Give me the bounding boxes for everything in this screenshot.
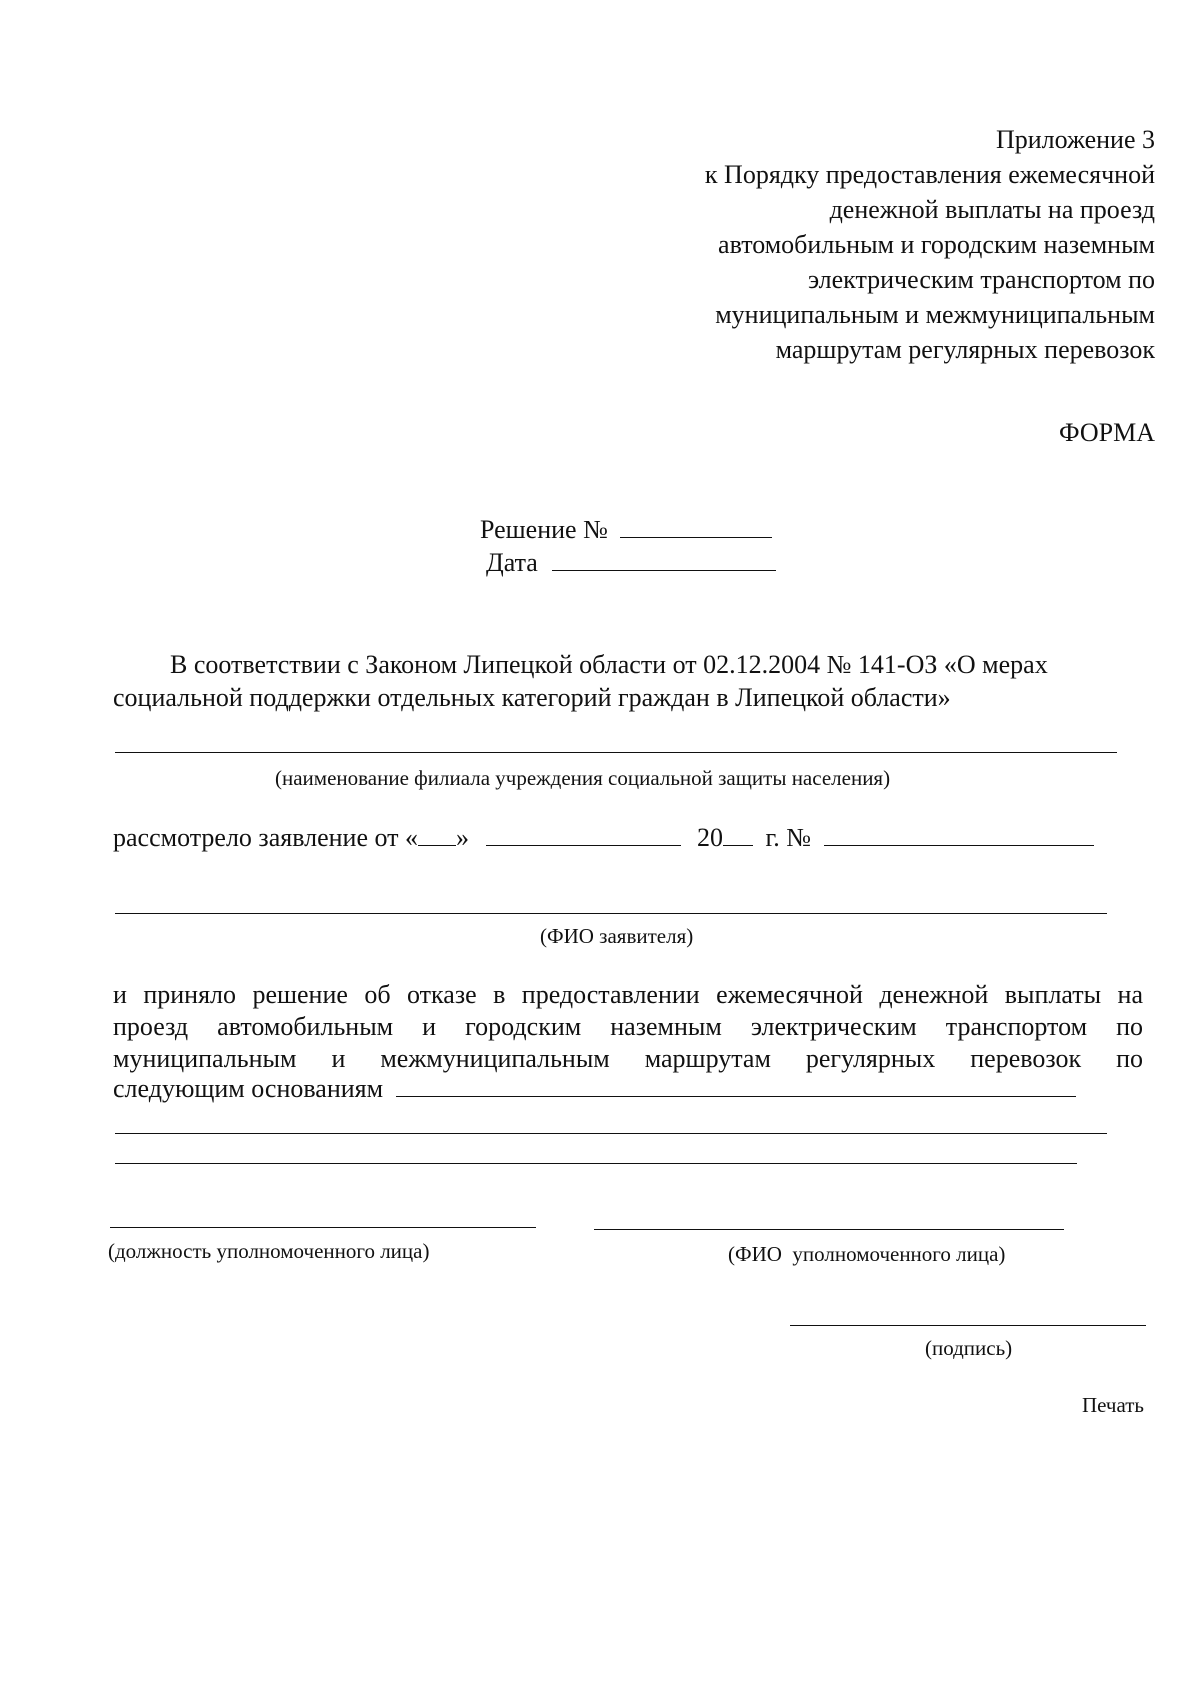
decision-number-label: Решение №	[480, 515, 608, 544]
application-year-prefix: 20	[697, 823, 724, 852]
applicant-caption: (ФИО заявителя)	[540, 924, 694, 948]
application-quote-close: »	[456, 823, 470, 852]
applicant-name-line[interactable]	[115, 913, 1107, 914]
application-month-blank[interactable]	[486, 823, 681, 846]
grounds-blank-2[interactable]	[115, 1133, 1107, 1134]
signature-line[interactable]	[790, 1325, 1146, 1326]
position-caption: (должность уполномоченного лица)	[108, 1239, 430, 1263]
application-number-blank[interactable]	[824, 823, 1094, 846]
decision-number-blank[interactable]	[620, 515, 772, 538]
appendix-header	[555, 122, 1155, 367]
branch-caption: (наименование филиала учреждения социальной защиты населения)	[275, 766, 891, 790]
intro-line-1: В соответствии с Законом Липецкой области от 02.12.2004 № 141-ОЗ «О мерах	[170, 650, 1048, 679]
application-row	[113, 821, 1094, 855]
signature-caption: (подпись)	[925, 1336, 1013, 1360]
position-line[interactable]	[110, 1227, 536, 1228]
branch-name-line[interactable]	[115, 752, 1117, 753]
refusal-line-1: и приняло решение об отказе в предоставлении ежемесячной денежной выплаты на	[113, 980, 1143, 1009]
decision-date-blank[interactable]	[552, 548, 776, 571]
decision-date-label: Дата	[486, 548, 538, 577]
grounds-blank-1[interactable]	[396, 1074, 1076, 1097]
application-prefix: рассмотрело заявление от «	[113, 823, 419, 852]
appendix-line: маршрутам регулярных перевозок	[775, 335, 1155, 364]
appendix-line: денежной выплаты на проезд	[829, 195, 1155, 224]
refusal-line-2: проезд автомобильным и городским наземным электрическим транспортом по	[113, 1012, 1143, 1041]
decision-date-row	[486, 546, 776, 580]
official-name-caption: (ФИО уполномоченного лица)	[728, 1242, 1006, 1266]
appendix-line: муниципальным и межмуниципальным	[715, 300, 1155, 329]
refusal-line-4-row	[113, 1072, 1076, 1106]
refusal-line-4: следующим основаниям	[113, 1074, 384, 1103]
application-number-label: г. №	[765, 823, 812, 852]
grounds-blank-3[interactable]	[115, 1163, 1077, 1164]
stamp-label: Печать	[1081, 1393, 1144, 1417]
appendix-line: автомобильным и городским наземным	[718, 230, 1155, 259]
appendix-line: к Порядку предоставления ежемесячной	[704, 160, 1155, 189]
application-day-blank[interactable]	[418, 823, 456, 846]
refusal-line-3: муниципальным и межмуниципальным маршрутам регулярных перевозок по	[113, 1044, 1143, 1073]
form-label: ФОРМА	[1059, 418, 1155, 447]
official-name-line[interactable]	[594, 1229, 1064, 1230]
appendix-line: Приложение 3	[995, 125, 1155, 154]
appendix-line: электрическим транспортом по	[807, 265, 1155, 294]
application-year-blank[interactable]	[723, 823, 753, 846]
decision-number-row	[480, 513, 772, 547]
intro-line-2: социальной поддержки отдельных категорий граждан в Липецкой области»	[113, 683, 951, 712]
